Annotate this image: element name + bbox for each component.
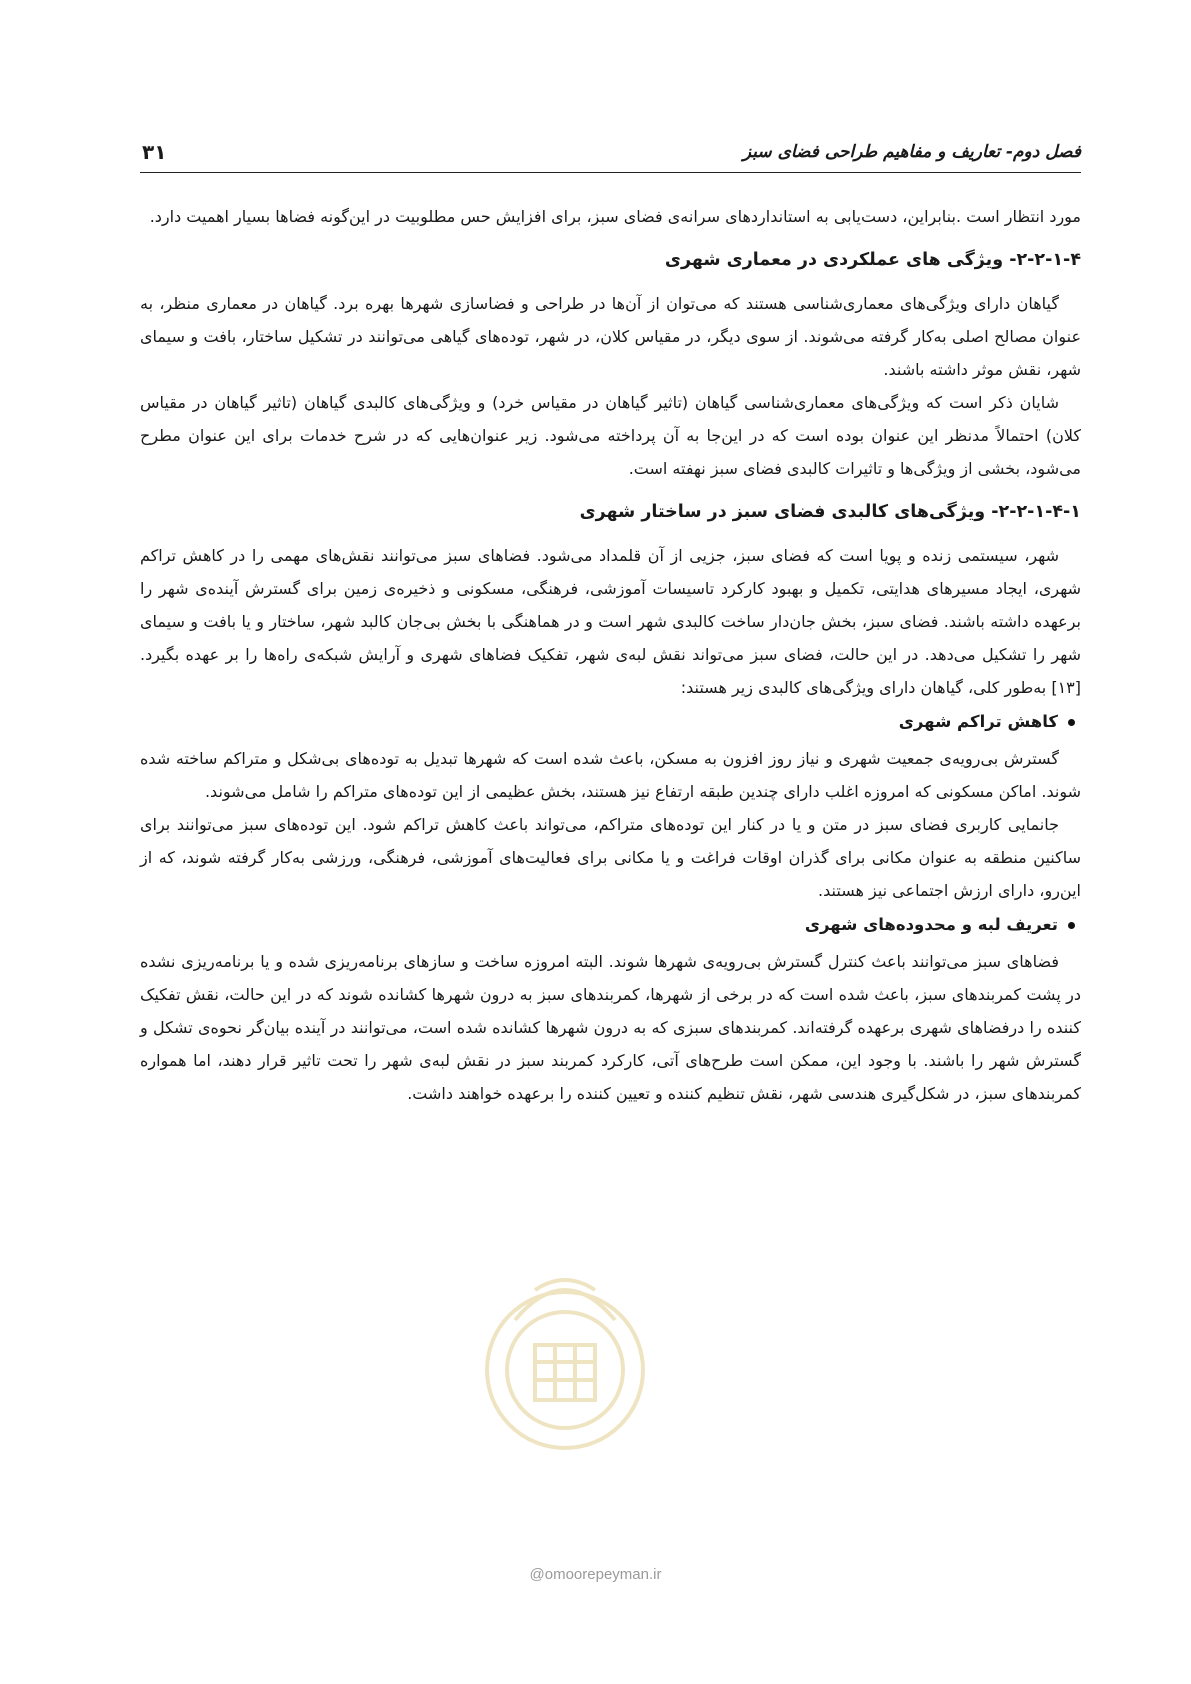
- paragraph-green-belts: فضاهای سبز می‌توانند باعث کنترل گسترش بی‌رویه‌ی شهرها شوند. البته امروزه ساخت و سازهای برنامه‌ریزی شده و یا برنامه‌ریزی نشده در پشت کمربندهای سبز، باعث شده است که در برخی از شهرها، کمربندهای سبز به درون شهرها کشانده شوند که در این حالت، نقش تفکیک کننده را درفضاهای شهری برعهده گرفته‌اند. کمربندهای سبزی که به درون شهرها کشانده شده است، می‌توانند در آینده بیان‌گر نحوه‌ی تشکل و گسترش شهر را باشند. با وجود این، ممکن است طرح‌های آتی، کارکرد کمربند سبز در نقش لبه‌ی شهر را تحت تاثیر قرار دهند، اما همواره کمربندهای سبز، در شکل‌گیری هندسی شهر، نقش تنظیم کننده و تعیین کننده را برعهده خواهند داشت.: [140, 952, 1081, 1103]
- bullet-density: [140, 706, 1081, 738]
- bullet-icon: [1068, 719, 1075, 726]
- bullet-edges-label: تعریف لبه و محدوده‌های شهری: [804, 915, 1058, 934]
- bullet-icon: [1068, 922, 1075, 929]
- paragraph-architecture: گیاهان دارای ویژگی‌های معماری‌شناسی هستند که می‌توان از آن‌ها در طراحی و فضاسازی شهرها بهره برد. گیاهان در معماری منظر، به عنوان مصالح اصلی به‌کار گرفته می‌شوند. از سوی دیگر، در مقیاس کلان، در شهر، توده‌های گیاهی می‌توانند در تشکیل ساختار، بافت و سیمای شهر، نقش موثر داشته باشند.: [140, 294, 1081, 379]
- section-heading-functional: ۲-۲-۱-۴- ویژگی های عملکردی در معماری شهری: [664, 250, 1081, 270]
- paragraph-density-1: گسترش بی‌رویه‌ی جمعیت شهری و نیاز روز افزون به مسکن، باعث شده است که شهرها تبدیل به توده‌های بی‌شکل و متراکم ساخته شده شوند. اماکن مسکونی که امروزه اغلب دارای چندین طبقه ارتفاع نیز هستند، بخش عظیمی از این توده‌های متراکم را شامل می‌شوند.: [140, 749, 1081, 801]
- page-number: ۳۱: [142, 140, 167, 164]
- page-header: [140, 138, 1081, 173]
- paragraph-density-2: جانمایی کاربری فضای سبز در متن و یا در کنار این توده‌های متراکم، می‌تواند باعث کاهش تراکم شود. این توده‌های سبز می‌توانند برای ساکنین منطقه به عنوان مکانی برای گذران اوقات فراغت و یا مکانی برای فعالیت‌های آموزشی، فرهنگی، ورزشی به‌کار گرفته شوند، که از این‌رو، دارای ارزش اجتماعی نیز هستند.: [140, 815, 1081, 900]
- paragraph-intro: مورد انتظار است .بنابراین، دست‌یابی به استانداردهای سرانه‌ی فضای سبز، برای افزایش حس مطلوبیت در این‌گونه فضاها بسیار اهمیت دارد.: [149, 207, 1081, 226]
- paragraph-note: شایان ذکر است که ویژگی‌های معماری‌شناسی گیاهان (تاثیر گیاهان در مقیاس خرد) و ویژگی‌های کالبدی گیاهان (تاثیر گیاهان در مقیاس کلان) احتمالاً مدنظر این عنوان بوده است که در این‌جا به آن پرداخته می‌شود. زیر عنوان‌هایی که در شرح خدمات برای این عنوان مطرح می‌شود، بخشی از ویژگی‌ها و تاثیرات کالبدی فضای سبز نهفته است.: [140, 393, 1081, 478]
- bullet-edges: [140, 909, 1081, 941]
- page-body: [140, 200, 1081, 1110]
- paragraph-city-system: شهر، سیستمی زنده و پویا است که فضای سبز، جزیی از آن قلمداد می‌شود. فضاهای سبز می‌توانند نقش‌های مهمی را در کاهش تراکم شهری، ایجاد مسیرهای هدایتی، تکمیل و بهبود کارکرد تاسیسات آموزشی، فرهنگی، مسکونی و ذخیره‌ی زمین برای گسترش آینده‌ی شهر را برعهده داشته باشند. فضای سبز، بخش جان‌دار ساخت کالبدی شهر است و در هماهنگی با بخش بی‌جان کالبد شهر، ساختار و یا بافت و سیمای شهر را تشکیل می‌دهد. در این حالت، فضای سبز می‌تواند نقش لبه‌ی شهر، تفکیک فضاهای شهری و آرایش شبکه‌ی راه‌ها را بر عهده بگیرد. [۱۳] به‌طور کلی، گیاهان دارای ویژگی‌های کالبدی زیر هستند:: [140, 546, 1081, 697]
- watermark-url: @omoorepeyman.ir: [529, 1566, 662, 1583]
- bullet-density-label: کاهش تراکم شهری: [898, 712, 1058, 731]
- chapter-title: فصل دوم- تعاریف و مفاهیم طراحی فضای سبز: [742, 142, 1081, 162]
- section-heading-physical: ۲-۲-۱-۴-۱- ویژگی‌های کالبدی فضای سبز در ساختار شهری: [579, 502, 1081, 522]
- watermark-seal-icon: [475, 1250, 655, 1470]
